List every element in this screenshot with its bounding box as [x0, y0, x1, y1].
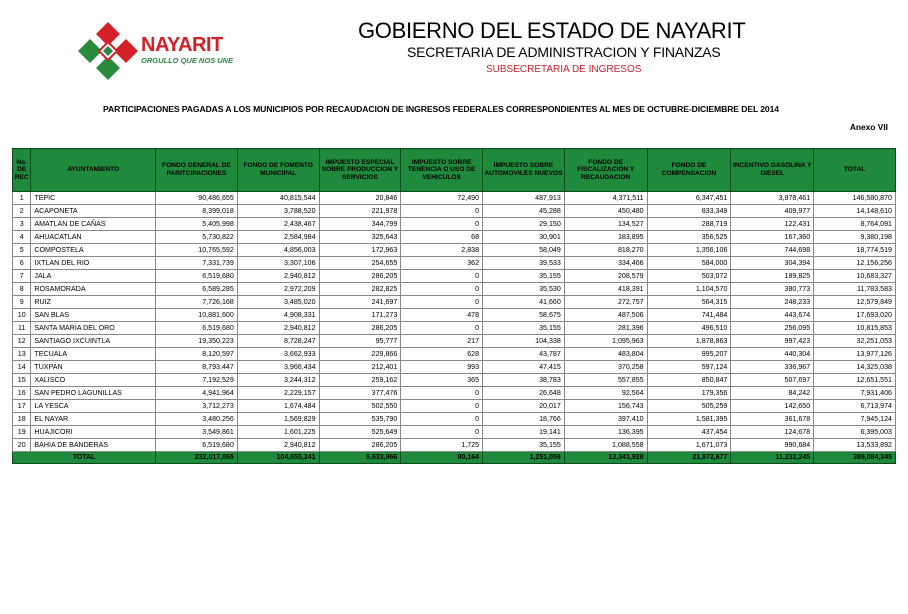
row-number: 13 — [13, 348, 31, 361]
amount-cell: 32,251,053 — [814, 335, 896, 348]
amount-cell: 557,855 — [564, 374, 647, 387]
annex-label: Anexo VII — [849, 122, 888, 132]
column-header: INCENTIVO GASOLINA Y DIESEL — [731, 149, 814, 192]
amount-cell: 365 — [401, 374, 483, 387]
amount-cell: 437,454 — [647, 426, 731, 439]
amount-cell: 597,124 — [647, 361, 731, 374]
logo-wordmark: NAYARIT — [141, 34, 223, 56]
row-number: 19 — [13, 426, 31, 439]
table-row — [13, 348, 896, 361]
amount-cell: 35,155 — [483, 270, 565, 283]
logo-slogan: ORGULLO QUE NOS UNE — [141, 56, 234, 65]
amount-cell: 18,766 — [483, 413, 565, 426]
amount-cell: 325,643 — [319, 231, 401, 244]
amount-cell: 35,155 — [483, 439, 565, 452]
amount-cell: 450,480 — [564, 205, 647, 218]
amount-cell: 2,940,812 — [237, 270, 319, 283]
municipality-name: AMATLAN DE CAÑAS — [31, 218, 156, 231]
amount-cell: 487,506 — [564, 309, 647, 322]
amount-cell: 997,423 — [731, 335, 814, 348]
table-row — [13, 439, 896, 452]
amount-cell: 3,712,273 — [156, 400, 238, 413]
table-row — [13, 283, 896, 296]
total-cell: 80,164 — [401, 452, 483, 464]
amount-cell: 1,601,225 — [237, 426, 319, 439]
table-row — [13, 218, 896, 231]
amount-cell: 0 — [401, 426, 483, 439]
amount-cell: 6,395,003 — [814, 426, 896, 439]
total-cell: 232,017,065 — [156, 452, 238, 464]
municipality-name: SAN BLAS — [31, 309, 156, 322]
amount-cell: 334,466 — [564, 257, 647, 270]
row-number: 15 — [13, 374, 31, 387]
amount-cell: 6,713,974 — [814, 400, 896, 413]
amount-cell: 12,651,551 — [814, 374, 896, 387]
amount-cell: 12,156,256 — [814, 257, 896, 270]
amount-cell: 3,549,861 — [156, 426, 238, 439]
amount-cell: 505,259 — [647, 400, 731, 413]
amount-cell: 10,881,600 — [156, 309, 238, 322]
table-row — [13, 231, 896, 244]
amount-cell: 418,391 — [564, 283, 647, 296]
amount-cell: 7,726,168 — [156, 296, 238, 309]
municipality-name: RUIZ — [31, 296, 156, 309]
amount-cell: 483,804 — [564, 348, 647, 361]
municipality-name: ROSAMORADA — [31, 283, 156, 296]
amount-cell: 4,856,003 — [237, 244, 319, 257]
amount-cell: 8,120,597 — [156, 348, 238, 361]
amount-cell: 0 — [401, 296, 483, 309]
amount-cell: 8,793,447 — [156, 361, 238, 374]
amount-cell: 288,719 — [647, 218, 731, 231]
amount-cell: 1,569,829 — [237, 413, 319, 426]
amount-cell: 29,150 — [483, 218, 565, 231]
amount-cell: 18,774,519 — [814, 244, 896, 257]
amount-cell: 6,519,680 — [156, 322, 238, 335]
row-number: 2 — [13, 205, 31, 218]
subsecretariat-subtitle: SUBSECRETARIA DE INGRESOS — [486, 64, 642, 75]
amount-cell: 7,192,529 — [156, 374, 238, 387]
amount-cell: 136,395 — [564, 426, 647, 439]
amount-cell: 1,581,395 — [647, 413, 731, 426]
column-header: FONDO DE FISCALIZACION Y RECAUDACION — [564, 149, 647, 192]
amount-cell: 1,095,963 — [564, 335, 647, 348]
amount-cell: 5,405,998 — [156, 218, 238, 231]
amount-cell: 45,288 — [483, 205, 565, 218]
amount-cell: 833,349 — [647, 205, 731, 218]
amount-cell: 1,088,558 — [564, 439, 647, 452]
amount-cell: 208,579 — [564, 270, 647, 283]
amount-cell: 122,431 — [731, 218, 814, 231]
amount-cell: 7,331,739 — [156, 257, 238, 270]
table-row — [13, 387, 896, 400]
amount-cell: 12,579,849 — [814, 296, 896, 309]
amount-cell: 10,815,853 — [814, 322, 896, 335]
amount-cell: 993 — [401, 361, 483, 374]
amount-cell: 95,777 — [319, 335, 401, 348]
municipality-name: SANTA MARIA DEL ORO — [31, 322, 156, 335]
row-number: 16 — [13, 387, 31, 400]
amount-cell: 10,765,592 — [156, 244, 238, 257]
amount-cell: 8,399,018 — [156, 205, 238, 218]
amount-cell: 281,396 — [564, 322, 647, 335]
amount-cell: 58,675 — [483, 309, 565, 322]
amount-cell: 440,304 — [731, 348, 814, 361]
amount-cell: 377,476 — [319, 387, 401, 400]
amount-cell: 241,697 — [319, 296, 401, 309]
amount-cell: 4,908,331 — [237, 309, 319, 322]
municipality-name: ACAPONETA — [31, 205, 156, 218]
amount-cell: 502,550 — [319, 400, 401, 413]
amount-cell: 2,972,209 — [237, 283, 319, 296]
amount-cell: 9,380,198 — [814, 231, 896, 244]
amount-cell: 0 — [401, 205, 483, 218]
amount-cell: 6,519,680 — [156, 439, 238, 452]
amount-cell: 0 — [401, 283, 483, 296]
amount-cell: 1,725 — [401, 439, 483, 452]
municipality-name: BAHIA DE BANDERAS — [31, 439, 156, 452]
table-row — [13, 361, 896, 374]
row-number: 7 — [13, 270, 31, 283]
amount-cell: 13,977,126 — [814, 348, 896, 361]
amount-cell: 507,697 — [731, 374, 814, 387]
table-row — [13, 257, 896, 270]
amount-cell: 212,401 — [319, 361, 401, 374]
amount-cell: 72,490 — [401, 192, 483, 205]
amount-cell: 14,148,610 — [814, 205, 896, 218]
amount-cell: 58,049 — [483, 244, 565, 257]
table-row — [13, 192, 896, 205]
amount-cell: 90,486,655 — [156, 192, 238, 205]
column-header: IMPUESTO SOBRE AUTOMOVILES NUEVOS — [483, 149, 565, 192]
amount-cell: 3,480,256 — [156, 413, 238, 426]
amount-cell: 26,648 — [483, 387, 565, 400]
total-cell: 1,251,059 — [483, 452, 565, 464]
amount-cell: 38,783 — [483, 374, 565, 387]
amount-cell: 3,978,461 — [731, 192, 814, 205]
total-cell: 11,232,245 — [731, 452, 814, 464]
municipality-name: LA YESCA — [31, 400, 156, 413]
total-label: TOTAL — [13, 452, 156, 464]
row-number: 3 — [13, 218, 31, 231]
amount-cell: 8,728,247 — [237, 335, 319, 348]
municipality-name: JALA — [31, 270, 156, 283]
amount-cell: 3,788,520 — [237, 205, 319, 218]
amount-cell: 990,684 — [731, 439, 814, 452]
amount-cell: 39,533 — [483, 257, 565, 270]
table-row — [13, 374, 896, 387]
amount-cell: 0 — [401, 387, 483, 400]
total-cell: 104,655,241 — [237, 452, 319, 464]
amount-cell: 92,564 — [564, 387, 647, 400]
amount-cell: 7,945,124 — [814, 413, 896, 426]
amount-cell: 254,655 — [319, 257, 401, 270]
amount-cell: 156,743 — [564, 400, 647, 413]
amount-cell: 741,484 — [647, 309, 731, 322]
table-row — [13, 270, 896, 283]
report-title: PARTICIPACIONES PAGADAS A LOS MUNICIPIOS POR RECAUDACION DE INGRESOS FEDERALES CORRESPONDIENTES AL MES DE OCTUBRE-DICIEMBRE DEL 2014 — [103, 104, 779, 114]
amount-cell: 0 — [401, 270, 483, 283]
amount-cell: 535,790 — [319, 413, 401, 426]
row-number: 10 — [13, 309, 31, 322]
row-number: 14 — [13, 361, 31, 374]
amount-cell: 172,963 — [319, 244, 401, 257]
amount-cell: 1,878,863 — [647, 335, 731, 348]
table-row — [13, 244, 896, 257]
amount-cell: 2,838 — [401, 244, 483, 257]
total-cell: 12,341,928 — [564, 452, 647, 464]
amount-cell: 2,940,812 — [237, 322, 319, 335]
amount-cell: 4,941,964 — [156, 387, 238, 400]
amount-cell: 0 — [401, 322, 483, 335]
amount-cell: 104,338 — [483, 335, 565, 348]
amount-cell: 2,584,984 — [237, 231, 319, 244]
table-row — [13, 205, 896, 218]
amount-cell: 409,977 — [731, 205, 814, 218]
amount-cell: 443,674 — [731, 309, 814, 322]
amount-cell: 1,674,484 — [237, 400, 319, 413]
amount-cell: 1,671,073 — [647, 439, 731, 452]
municipality-name: SANTIAGO IXCUINTLA — [31, 335, 156, 348]
amount-cell: 124,678 — [731, 426, 814, 439]
amount-cell: 167,360 — [731, 231, 814, 244]
column-header: TOTAL — [814, 149, 896, 192]
row-number: 20 — [13, 439, 31, 452]
amount-cell: 362 — [401, 257, 483, 270]
total-cell: 5,633,966 — [319, 452, 401, 464]
amount-cell: 628 — [401, 348, 483, 361]
row-number: 17 — [13, 400, 31, 413]
amount-cell: 487,913 — [483, 192, 565, 205]
amount-cell: 2,438,467 — [237, 218, 319, 231]
row-number: 12 — [13, 335, 31, 348]
amount-cell: 4,371,511 — [564, 192, 647, 205]
amount-cell: 6,519,680 — [156, 270, 238, 283]
column-header: FONDO DE FOMENTO MUNICIPAL — [237, 149, 319, 192]
nayarit-logo — [74, 20, 249, 82]
amount-cell: 0 — [401, 413, 483, 426]
amount-cell: 5,730,822 — [156, 231, 238, 244]
amount-cell: 43,787 — [483, 348, 565, 361]
amount-cell: 17,693,020 — [814, 309, 896, 322]
amount-cell: 0 — [401, 218, 483, 231]
amount-cell: 189,825 — [731, 270, 814, 283]
amount-cell: 256,095 — [731, 322, 814, 335]
amount-cell: 146,580,870 — [814, 192, 896, 205]
amount-cell: 171,273 — [319, 309, 401, 322]
government-title: GOBIERNO DEL ESTADO DE NAYARIT — [358, 18, 746, 43]
amount-cell: 248,233 — [731, 296, 814, 309]
amount-cell: 503,072 — [647, 270, 731, 283]
amount-cell: 40,815,544 — [237, 192, 319, 205]
amount-cell: 1,356,106 — [647, 244, 731, 257]
amount-cell: 356,525 — [647, 231, 731, 244]
nayarit-emblem-icon — [74, 20, 142, 82]
amount-cell: 229,866 — [319, 348, 401, 361]
amount-cell: 84,242 — [731, 387, 814, 400]
amount-cell: 14,325,038 — [814, 361, 896, 374]
total-cell: 389,084,345 — [814, 452, 896, 464]
row-number: 6 — [13, 257, 31, 270]
column-header: IMPUESTO ESPECIAL SOBRE PRODUCCION Y SERVICIOS — [319, 149, 401, 192]
amount-cell: 1,104,570 — [647, 283, 731, 296]
amount-cell: 380,773 — [731, 283, 814, 296]
amount-cell: 995,207 — [647, 348, 731, 361]
municipality-name: TUXPAN — [31, 361, 156, 374]
amount-cell: 11,783,583 — [814, 283, 896, 296]
table-row — [13, 296, 896, 309]
amount-cell: 818,270 — [564, 244, 647, 257]
amount-cell: 0 — [401, 400, 483, 413]
municipality-name: IXTLAN DEL RIO — [31, 257, 156, 270]
table-header-row — [13, 149, 896, 192]
amount-cell: 8,764,091 — [814, 218, 896, 231]
amount-cell: 142,650 — [731, 400, 814, 413]
amount-cell: 6,347,451 — [647, 192, 731, 205]
municipality-name: TECUALA — [31, 348, 156, 361]
amount-cell: 3,662,933 — [237, 348, 319, 361]
row-number: 1 — [13, 192, 31, 205]
amount-cell: 183,895 — [564, 231, 647, 244]
amount-cell: 10,683,327 — [814, 270, 896, 283]
amount-cell: 3,966,434 — [237, 361, 319, 374]
amount-cell: 584,000 — [647, 257, 731, 270]
row-number: 5 — [13, 244, 31, 257]
amount-cell: 7,931,406 — [814, 387, 896, 400]
amount-cell: 397,410 — [564, 413, 647, 426]
amount-cell: 286,205 — [319, 322, 401, 335]
amount-cell: 217 — [401, 335, 483, 348]
amount-cell: 525,649 — [319, 426, 401, 439]
table-row — [13, 413, 896, 426]
amount-cell: 3,307,106 — [237, 257, 319, 270]
amount-cell: 496,510 — [647, 322, 731, 335]
amount-cell: 41,660 — [483, 296, 565, 309]
amount-cell: 361,678 — [731, 413, 814, 426]
amount-cell: 286,205 — [319, 270, 401, 283]
amount-cell: 744,698 — [731, 244, 814, 257]
amount-cell: 221,978 — [319, 205, 401, 218]
table-row — [13, 322, 896, 335]
column-header: IMPUESTO SOBRE TENENCIA O USO DE VEHICULOS — [401, 149, 483, 192]
amount-cell: 282,825 — [319, 283, 401, 296]
amount-cell: 344,799 — [319, 218, 401, 231]
total-cell: 21,872,677 — [647, 452, 731, 464]
amount-cell: 35,530 — [483, 283, 565, 296]
municipality-name: TEPIC — [31, 192, 156, 205]
amount-cell: 286,205 — [319, 439, 401, 452]
row-number: 11 — [13, 322, 31, 335]
amount-cell: 3,244,312 — [237, 374, 319, 387]
amount-cell: 850,847 — [647, 374, 731, 387]
amount-cell: 20,017 — [483, 400, 565, 413]
participations-table — [12, 148, 896, 464]
municipality-name: SAN PEDRO LAGUNILLAS — [31, 387, 156, 400]
amount-cell: 272,757 — [564, 296, 647, 309]
amount-cell: 13,533,892 — [814, 439, 896, 452]
row-number: 8 — [13, 283, 31, 296]
amount-cell: 19,350,223 — [156, 335, 238, 348]
table-row — [13, 426, 896, 439]
amount-cell: 3,485,020 — [237, 296, 319, 309]
amount-cell: 35,155 — [483, 322, 565, 335]
table-row — [13, 335, 896, 348]
column-header: No. DE REC — [13, 149, 31, 192]
municipality-name: AHUACATLAN — [31, 231, 156, 244]
amount-cell: 259,162 — [319, 374, 401, 387]
column-header: FONDO GENERAL DE PARITCIPACIONES — [156, 149, 238, 192]
amount-cell: 304,394 — [731, 257, 814, 270]
column-header: AYUNTAMIENTO — [31, 149, 156, 192]
municipality-name: EL NAYAR — [31, 413, 156, 426]
municipality-name: HUAJICORI — [31, 426, 156, 439]
amount-cell: 2,940,812 — [237, 439, 319, 452]
amount-cell: 30,901 — [483, 231, 565, 244]
amount-cell: 47,415 — [483, 361, 565, 374]
row-number: 18 — [13, 413, 31, 426]
secretariat-subtitle: SECRETARIA DE ADMINISTRACION Y FINANZAS — [407, 44, 721, 60]
amount-cell: 478 — [401, 309, 483, 322]
row-number: 4 — [13, 231, 31, 244]
amount-cell: 336,967 — [731, 361, 814, 374]
amount-cell: 179,356 — [647, 387, 731, 400]
municipality-name: COMPOSTELA — [31, 244, 156, 257]
table-row — [13, 309, 896, 322]
amount-cell: 564,315 — [647, 296, 731, 309]
amount-cell: 2,229,157 — [237, 387, 319, 400]
municipality-name: XALISCO — [31, 374, 156, 387]
row-number: 9 — [13, 296, 31, 309]
column-header: FONDO DE COMPENSACION — [647, 149, 731, 192]
amount-cell: 20,846 — [319, 192, 401, 205]
table-body — [13, 192, 896, 452]
amount-cell: 68 — [401, 231, 483, 244]
table-row — [13, 400, 896, 413]
total-row — [13, 452, 896, 464]
amount-cell: 19,141 — [483, 426, 565, 439]
amount-cell: 6,589,285 — [156, 283, 238, 296]
amount-cell: 134,527 — [564, 218, 647, 231]
amount-cell: 370,258 — [564, 361, 647, 374]
